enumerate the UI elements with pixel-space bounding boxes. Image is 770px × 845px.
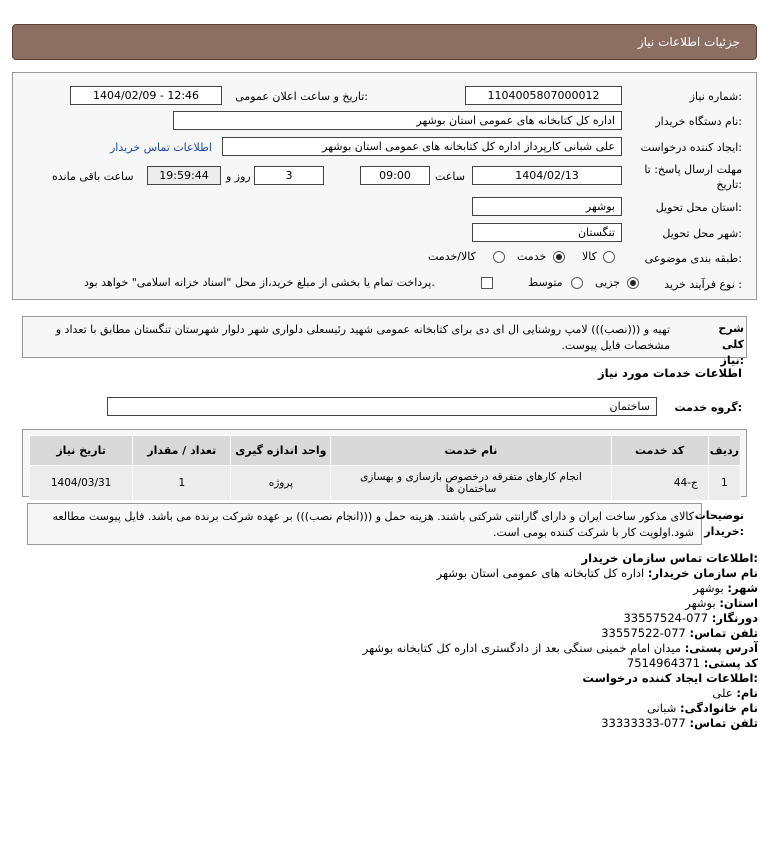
services-table	[29, 435, 741, 501]
contact-address-value: میدان امام خمینی سنگی بعد از دادگستری اداره کل کتابخانه بوشهر	[362, 641, 682, 655]
remaining-time-label: ساعت باقی مانده	[52, 170, 134, 183]
deadline-date-label: تاریخ:	[716, 178, 742, 191]
days-label: روز و	[226, 170, 251, 183]
process-minor-label: جزیی	[595, 276, 621, 289]
contact-org-label: نام سازمان خریدار:	[647, 566, 758, 580]
contact-phone-label: تلفن تماس:	[689, 626, 758, 640]
page-header	[12, 24, 757, 60]
service-group-label: گروه خدمت:	[674, 401, 742, 414]
contact-title-text: اطلاعات تماس سازمان خریدار:	[581, 551, 758, 565]
contact-postal	[627, 656, 758, 670]
province-field[interactable]: بوشهر	[472, 197, 622, 216]
contact-fax-value: 077-33557524	[623, 611, 709, 625]
creator-phone-value: 077-33333333	[601, 716, 686, 730]
category-goods-radio[interactable]	[603, 251, 615, 263]
creator-field[interactable]: علی شبانی کارپرداز اداره کل کتابخانه های عمومی استان بوشهر	[222, 137, 622, 156]
need-details-panel	[12, 72, 757, 300]
process-label: نوع فرآیند خرید :	[664, 278, 742, 291]
process-medium-label: متوسط	[528, 276, 563, 289]
remaining-time-field: 19:59:44	[147, 166, 221, 185]
buyer-contact-link[interactable]: اطلاعات تماس خریدار	[110, 141, 212, 154]
creator-label: ایجاد کننده درخواست:	[640, 141, 742, 154]
contact-city-value: بوشهر	[693, 581, 724, 595]
description-label-text: شرح کلی نیاز:	[718, 322, 744, 367]
process-medium-radio[interactable]	[571, 277, 583, 289]
col-unit: واحد اندازه گیری	[231, 436, 331, 466]
col-index: ردیف	[708, 436, 740, 466]
category-goods-label: کالا	[582, 250, 597, 263]
contact-province	[685, 596, 758, 610]
city-field[interactable]: تنگستان	[472, 223, 622, 242]
contact-org	[437, 566, 758, 580]
treasury-payment-note: پرداخت تمام یا بخشی از مبلغ خرید،از محل "اسناد خزانه اسلامی" خواهد بود.	[84, 276, 435, 289]
days-remaining-field[interactable]: 3	[254, 166, 324, 185]
buyer-notes-label-text: توضیحات خریدار:	[694, 509, 744, 538]
need-number-label: شماره نیاز:	[689, 90, 742, 103]
col-name: نام خدمت	[331, 436, 611, 466]
creator-family-label: نام خانوادگی:	[680, 701, 758, 715]
cell-index: 1	[708, 466, 740, 501]
creator-info-title	[582, 671, 758, 685]
contact-phone	[601, 626, 758, 640]
creator-name	[712, 686, 758, 700]
creator-phone-label: تلفن تماس:	[689, 716, 758, 730]
contact-address	[363, 641, 758, 655]
table-header-row	[30, 436, 741, 466]
buyer-notes-text: کالای مذکور ساخت ایران و دارای گارانتی شرکتی باشند. هزینه حمل و (((انجام نصب))) بر عهده شرکت برنده می باشد. فایل پیوست مطالعه شود.اولویت کار با شرکت کننده بومی است.	[52, 510, 694, 539]
contact-fax-label: دورنگار:	[711, 611, 758, 625]
creator-family	[647, 701, 758, 715]
need-number-field[interactable]: 1104005807000012	[465, 86, 622, 105]
buyer-org-label: نام دستگاه خریدار:	[655, 115, 742, 128]
contact-title	[581, 551, 758, 565]
deadline-date-field[interactable]: 1404/02/13	[472, 166, 622, 185]
cell-unit: پروژه	[231, 466, 331, 501]
cell-name: انجام کارهای متفرقه درخصوص بازسازی و بهسازی ساختمان ها	[331, 466, 611, 501]
announce-datetime-label: تاریخ و ساعت اعلان عمومی:	[235, 90, 368, 103]
category-goods-service-label: کالا/خدمت	[428, 250, 476, 263]
deadline-label: مهلت ارسال پاسخ: تا	[644, 163, 742, 176]
announce-datetime-field[interactable]: 1404/02/09 - 12:46	[70, 86, 222, 105]
buyer-org-field[interactable]: اداره کل کتابخانه های عمومی استان بوشهر	[173, 111, 622, 130]
contact-postal-label: کد پستی:	[703, 656, 758, 670]
service-group-field[interactable]: ساختمان	[107, 397, 657, 416]
creator-name-value: علی	[712, 686, 733, 700]
contact-phone-value: 077-33557522	[601, 626, 686, 640]
col-code: کد خدمت	[611, 436, 708, 466]
deadline-time-field[interactable]: 09:00	[360, 166, 430, 185]
contact-fax	[623, 611, 758, 625]
page-title: جزئیات اطلاعات نیاز	[637, 35, 740, 49]
city-label: شهر محل تحویل:	[662, 227, 742, 240]
cell-qty: 1	[133, 466, 231, 501]
table-row	[30, 466, 741, 501]
cell-date: 1404/03/31	[30, 466, 133, 501]
col-date: تاریخ نیاز	[30, 436, 133, 466]
col-qty: تعداد / مقدار	[133, 436, 231, 466]
description-label	[698, 321, 744, 369]
creator-family-value: شبانی	[646, 701, 677, 715]
contact-city-label: شهر:	[727, 581, 758, 595]
treasury-payment-checkbox[interactable]	[481, 277, 493, 289]
contact-province-label: استان:	[719, 596, 758, 610]
province-label: استان محل تحویل:	[655, 201, 742, 214]
creator-phone	[601, 716, 758, 730]
category-label: طبقه بندی موضوعی:	[644, 252, 742, 265]
category-goods-service-radio[interactable]	[493, 251, 505, 263]
services-section-title: اطلاعات خدمات مورد نیاز	[598, 366, 742, 380]
contact-postal-value: 7514964371	[626, 656, 701, 670]
process-minor-radio[interactable]	[627, 277, 639, 289]
description-text: تهیه و (((نصب))) لامپ روشنایی ال ای دی برای کتابخانه عمومی شهید رئیسعلی دلواری شهر دلوار شهرستان تنگستان مطابق با تعداد و مشخصات فایل پیوست.	[55, 323, 670, 352]
contact-province-value: بوشهر	[685, 596, 716, 610]
creator-name-label: نام:	[736, 686, 758, 700]
cell-code: ج-44	[611, 466, 708, 501]
category-service-radio[interactable]	[553, 251, 565, 263]
category-service-label: خدمت	[517, 250, 547, 263]
contact-org-value: اداره کل کتابخانه های عمومی استان بوشهر	[436, 566, 645, 580]
buyer-notes-label	[694, 508, 744, 540]
contact-address-label: آدرس پستی:	[684, 641, 758, 655]
creator-info-title-text: اطلاعات ایجاد کننده درخواست:	[582, 671, 758, 685]
contact-city	[693, 581, 758, 595]
deadline-time-label: ساعت	[435, 170, 465, 183]
